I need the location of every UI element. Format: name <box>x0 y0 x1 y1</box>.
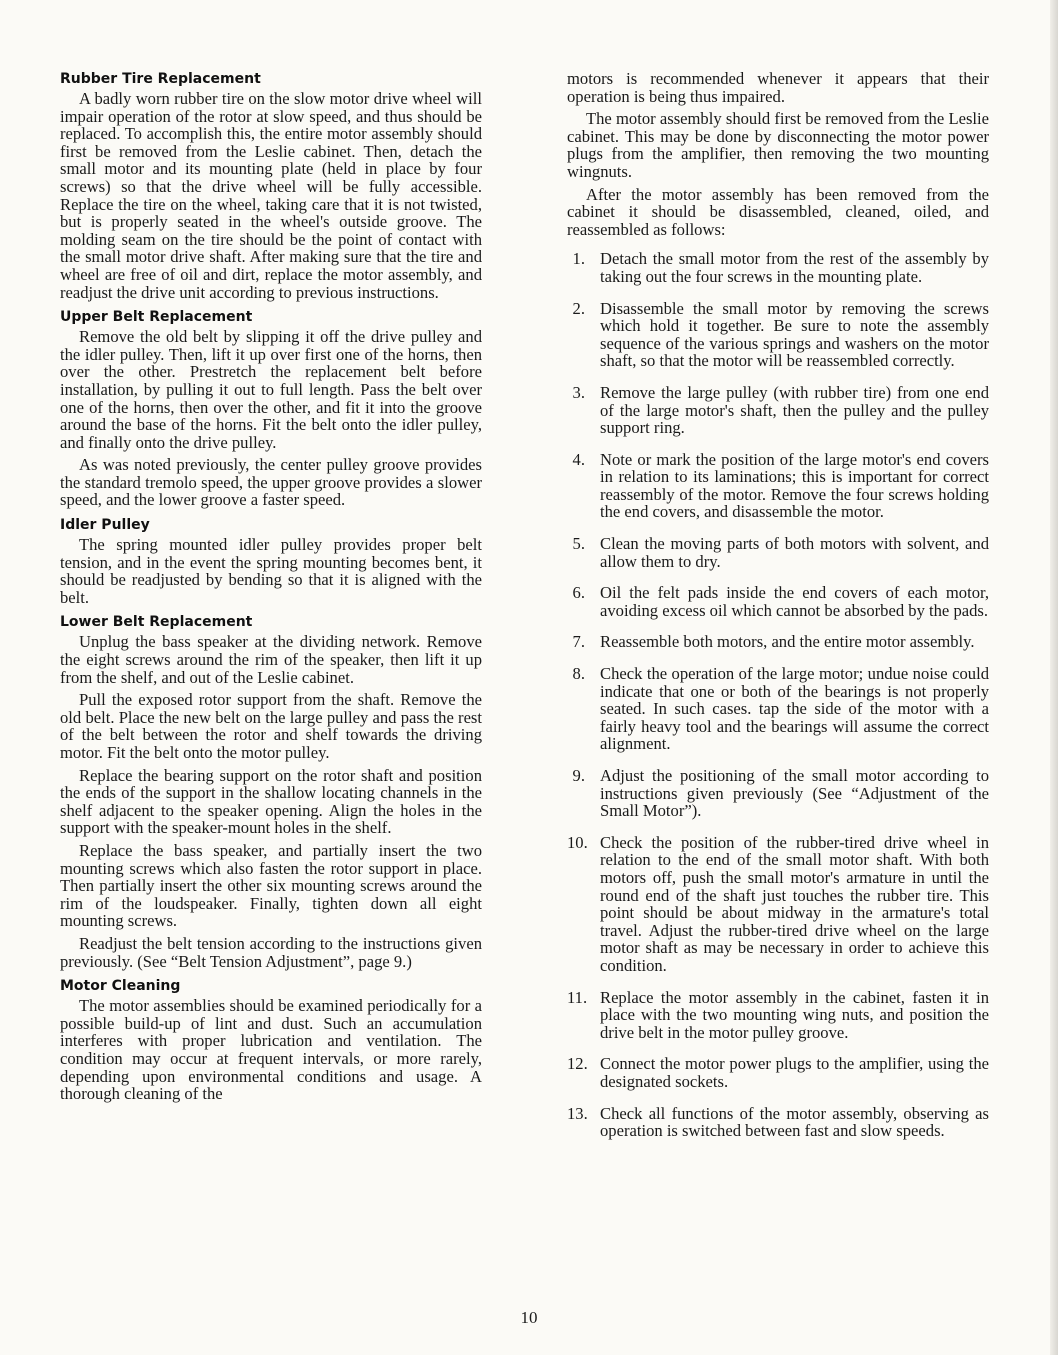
step-text: Oil the felt pads inside the end covers of each motor, avoiding excess oil which cannot be absorbed by the pads. <box>600 583 989 620</box>
procedure-step <box>567 767 989 820</box>
paragraph: The spring mounted idler pulley provides proper belt tension, and in the event the spring mounting becomes bent, it should be readjusted by bending so that it is aligned with the belt. <box>60 535 482 607</box>
step-number: 11. <box>567 987 588 1007</box>
section-idler-pulley <box>60 516 482 606</box>
paragraph: Replace the bearing support on the rotor shaft and position the ends of the support in the shallow locating channels in the shelf adjacent to the speaker opening. Align the holes in the support with the speaker-mount holes in the shelf. <box>60 765 482 838</box>
section-heading: Idler Pulley <box>60 517 150 534</box>
section-motor-cleaning <box>60 977 482 1103</box>
section-heading: Lower Belt Replacement <box>60 614 253 631</box>
procedure-step <box>567 451 989 521</box>
paragraph: Readjust the belt tension according to the instructions given previously. (See “Belt Tension Adjustment”, page 9.) <box>60 933 482 971</box>
step-text: Disassemble the small motor by removing the screws which hold it together. Be sure to note the assembly sequence of the various springs and washers on the motor shaft, so that the motor will be reassembled correctly. <box>600 298 989 371</box>
section-heading: Motor Cleaning <box>60 978 181 995</box>
step-text: Note or mark the position of the large motor's end covers in relation to its laminations; this is important for correct reassembly of the motor. Remove the four screws holding the end covers, and disassemble the motor. <box>600 449 989 522</box>
step-number: 6. <box>572 583 585 603</box>
paragraph: The motor assembly should first be removed from the Leslie cabinet. This may be done by disconnecting the motor power plugs from the amplifier, then removing the two mounting wingnuts. <box>567 109 989 181</box>
procedure-step <box>567 989 989 1042</box>
paragraph: Replace the bass speaker, and partially insert the two mounting screws which also fasten the rotor support in place. Then partially insert the other six mounting screws around the rim of the loudspeaker. Finally, tighten down all eight mounting screws. <box>60 840 482 931</box>
step-text: Connect the motor power plugs to the amplifier, using the designated sockets. <box>600 1054 989 1091</box>
step-text: Check all functions of the motor assembly, observing as operation is switched between fast and slow speeds. <box>600 1103 989 1141</box>
procedure-step <box>567 665 989 753</box>
step-number: 2. <box>572 298 585 318</box>
section-lower-belt-replacement <box>60 613 482 970</box>
step-number: 10. <box>567 832 588 852</box>
procedure-step <box>567 834 989 975</box>
step-text: Replace the motor assembly in the cabinet, fasten it in place with the two mounting wing nuts, and position the drive belt in the motor pulley groove. <box>600 987 989 1042</box>
section-heading: Upper Belt Replacement <box>60 309 253 326</box>
step-text: Reassemble both motors, and the entire motor assembly. <box>600 632 975 652</box>
step-number: 1. <box>572 249 585 269</box>
procedure-step <box>567 584 989 619</box>
step-number: 3. <box>572 382 585 402</box>
section-upper-belt-replacement <box>60 308 482 509</box>
step-number: 5. <box>572 534 585 554</box>
step-number: 4. <box>572 449 585 469</box>
page-edge-shadow <box>1050 0 1058 1355</box>
paragraph: motors is recommended whenever it appears that their operation is being thus impaired. <box>567 69 989 106</box>
step-text: Check the position of the rubber-tired drive wheel in relation to the end of the small motor shaft. With both motors off, push the small motor's armature in until the round end of the shaft just touches the rubber tire. This point should be about midway in the armature's total travel. Adjust the rubber-tired drive wheel on the large motor shaft as may be necessary in order to achieve this condition. <box>600 832 989 975</box>
paragraph: After the motor assembly has been removed from the cabinet it should be disassembled, cleaned, oiled, and reassembled as follows: <box>567 184 989 239</box>
procedure-list <box>567 250 989 1139</box>
paragraph: A badly worn rubber tire on the slow motor drive wheel will impair operation of the rotor at slow speed, and thus should be replaced. To accomplish this, the entire motor assembly should first be removed from the Leslie cabinet. Then, detach the small motor and its mounting plate (held in place by four screws) so that the drive wheel will be fully accessible. Replace the tire on the wheel, taking care that it is not twisted, but is properly seated in the wheel's outside groove. The molding seam on the tire should be the point of contact with the small motor drive shaft. After making sure that the tire and wheel are free of oil and dirt, replace the motor assembly, and readjust the drive unit according to previous instructions. <box>60 89 482 302</box>
paragraph: As was noted previously, the center pulley groove provides the standard tremolo speed, the upper groove provides a slower speed, and the lower groove a faster speed. <box>60 455 482 510</box>
procedure-step <box>567 535 989 570</box>
procedure-step <box>567 300 989 370</box>
step-number: 7. <box>572 632 585 652</box>
step-text: Adjust the positioning of the small motor according to instructions given previously (See “Adjustment of the Small Motor”). <box>600 766 989 821</box>
procedure-step <box>567 1055 989 1090</box>
page-number: 10 <box>520 1308 538 1327</box>
step-text: Remove the large pulley (with rubber tire) from one end of the large motor's shaft, then the pulley and the pulley support ring. <box>600 382 989 438</box>
section-heading: Rubber Tire Replacement <box>60 71 261 87</box>
paragraph: Pull the exposed rotor support from the shaft. Remove the old belt. Place the new belt on the large pulley and pass the rest of the belt between the rotor and shelf towards the driving motor. Fit the belt onto the motor pulley. <box>60 690 482 762</box>
step-text: Clean the moving parts of both motors with solvent, and allow them to dry. <box>600 534 989 571</box>
paragraph: Remove the old belt by slipping it off the drive pulley and the idler pulley. Then, lift it up over first one of the horns, then over the other. Prestretch the replacement belt before installation, by pulling it out to full length. Pass the belt over one of the horns, then over the other, and fit it into the groove around the base of the horns. Fit the belt onto the idler pulley, and finally onto the drive pulley. <box>60 327 482 452</box>
step-number: 9. <box>572 766 585 785</box>
right-column <box>567 70 989 1154</box>
paragraph: Unplug the bass speaker at the dividing network. Remove the eight screws around the rim of the speaker, then lift it up from the shelf, and out of the Leslie cabinet. <box>60 632 482 687</box>
procedure-step <box>567 384 989 437</box>
left-column <box>60 70 482 1110</box>
step-number: 8. <box>572 664 585 684</box>
procedure-step <box>567 1105 989 1140</box>
step-text: Detach the small motor from the rest of the assembly by taking out the four screws in the mounting plate. <box>600 249 989 286</box>
procedure-step <box>567 633 989 651</box>
section-rubber-tire-replacement <box>60 70 482 301</box>
step-number: 13. <box>567 1103 588 1123</box>
paragraph: The motor assemblies should be examined periodically for a possible build-up of lint and dust. Such an accumulation interferes with proper lubrication and ventilation. The condition may occur at frequent intervals, or more rarely, depending upon environmental conditions and usage. A thorough cleaning of the <box>60 996 482 1104</box>
procedure-step <box>567 250 989 285</box>
step-number: 12. <box>567 1054 588 1074</box>
step-text: Check the operation of the large motor; undue noise could indicate that one or both of the bearings is not properly seated. In such cases. tap the side of the motor with a fairly heavy tool and the bearings will assume the correct alignment. <box>600 664 989 754</box>
